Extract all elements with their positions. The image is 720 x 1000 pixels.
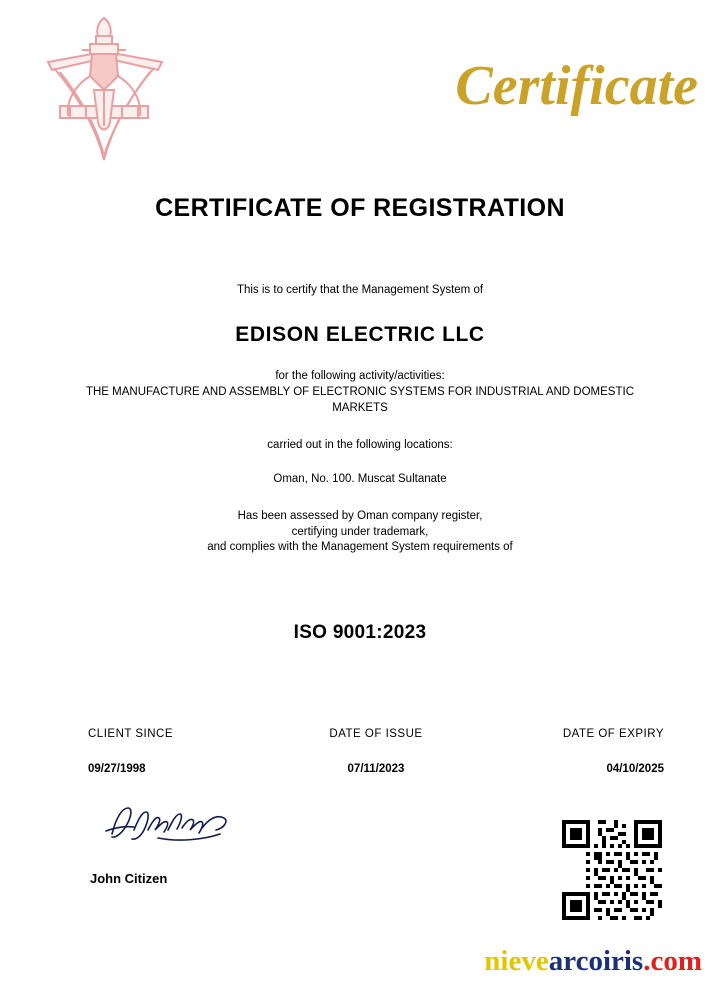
date-column-date-of-expiry	[472, 728, 664, 775]
watermark-part-1: nieve	[484, 945, 549, 977]
activity-description-continued: MARKETS	[332, 402, 388, 415]
certify-statement: This is to certify that the Management System of	[236, 284, 484, 296]
date-value: 09/27/1998	[88, 763, 146, 775]
watermark-part-2: arcoiris	[548, 945, 644, 977]
date-value: 07/11/2023	[347, 763, 405, 775]
date-value: 04/10/2025	[606, 763, 664, 775]
date-column-date-of-issue	[280, 728, 472, 775]
date-label: DATE OF ISSUE	[329, 728, 423, 740]
activity-description: THE MANUFACTURE AND ASSEMBLY OF ELECTRONIC SYSTEMS FOR INDUSTRIAL AND DOMESTIC	[85, 386, 635, 399]
locations-intro: carried out in the following locations:	[267, 439, 453, 452]
date-label: DATE OF EXPIRY	[562, 728, 664, 740]
date-label: CLIENT SINCE	[88, 728, 174, 740]
oman-national-emblem-icon	[30, 10, 180, 170]
page-title: CERTIFICATE OF REGISTRATION	[155, 194, 565, 222]
watermark-part-3: .com	[643, 945, 702, 977]
date-column-client-since	[88, 728, 280, 775]
certificate-header	[0, 0, 720, 170]
assessment-line-3: and complies with the Management System requirements of	[207, 541, 513, 554]
standard-name: ISO 9001:2023	[293, 621, 427, 643]
site-watermark	[484, 945, 702, 978]
dates-row	[88, 728, 664, 775]
assessment-line-2: certifying under trademark,	[291, 525, 429, 538]
certificate-body	[0, 283, 720, 644]
signature-image	[98, 800, 248, 845]
location-address: Oman, No. 100. Muscat Sultanate	[273, 472, 447, 485]
certificate-wordmark: Certificate	[455, 55, 698, 117]
activity-intro: for the following activity/activities:	[275, 369, 445, 382]
signer-name: John Citizen	[90, 871, 168, 886]
company-name: EDISON ELECTRIC LLC	[235, 322, 485, 346]
qr-code	[562, 820, 662, 920]
assessment-line-1: Has been assessed by Oman company register,	[237, 510, 483, 523]
